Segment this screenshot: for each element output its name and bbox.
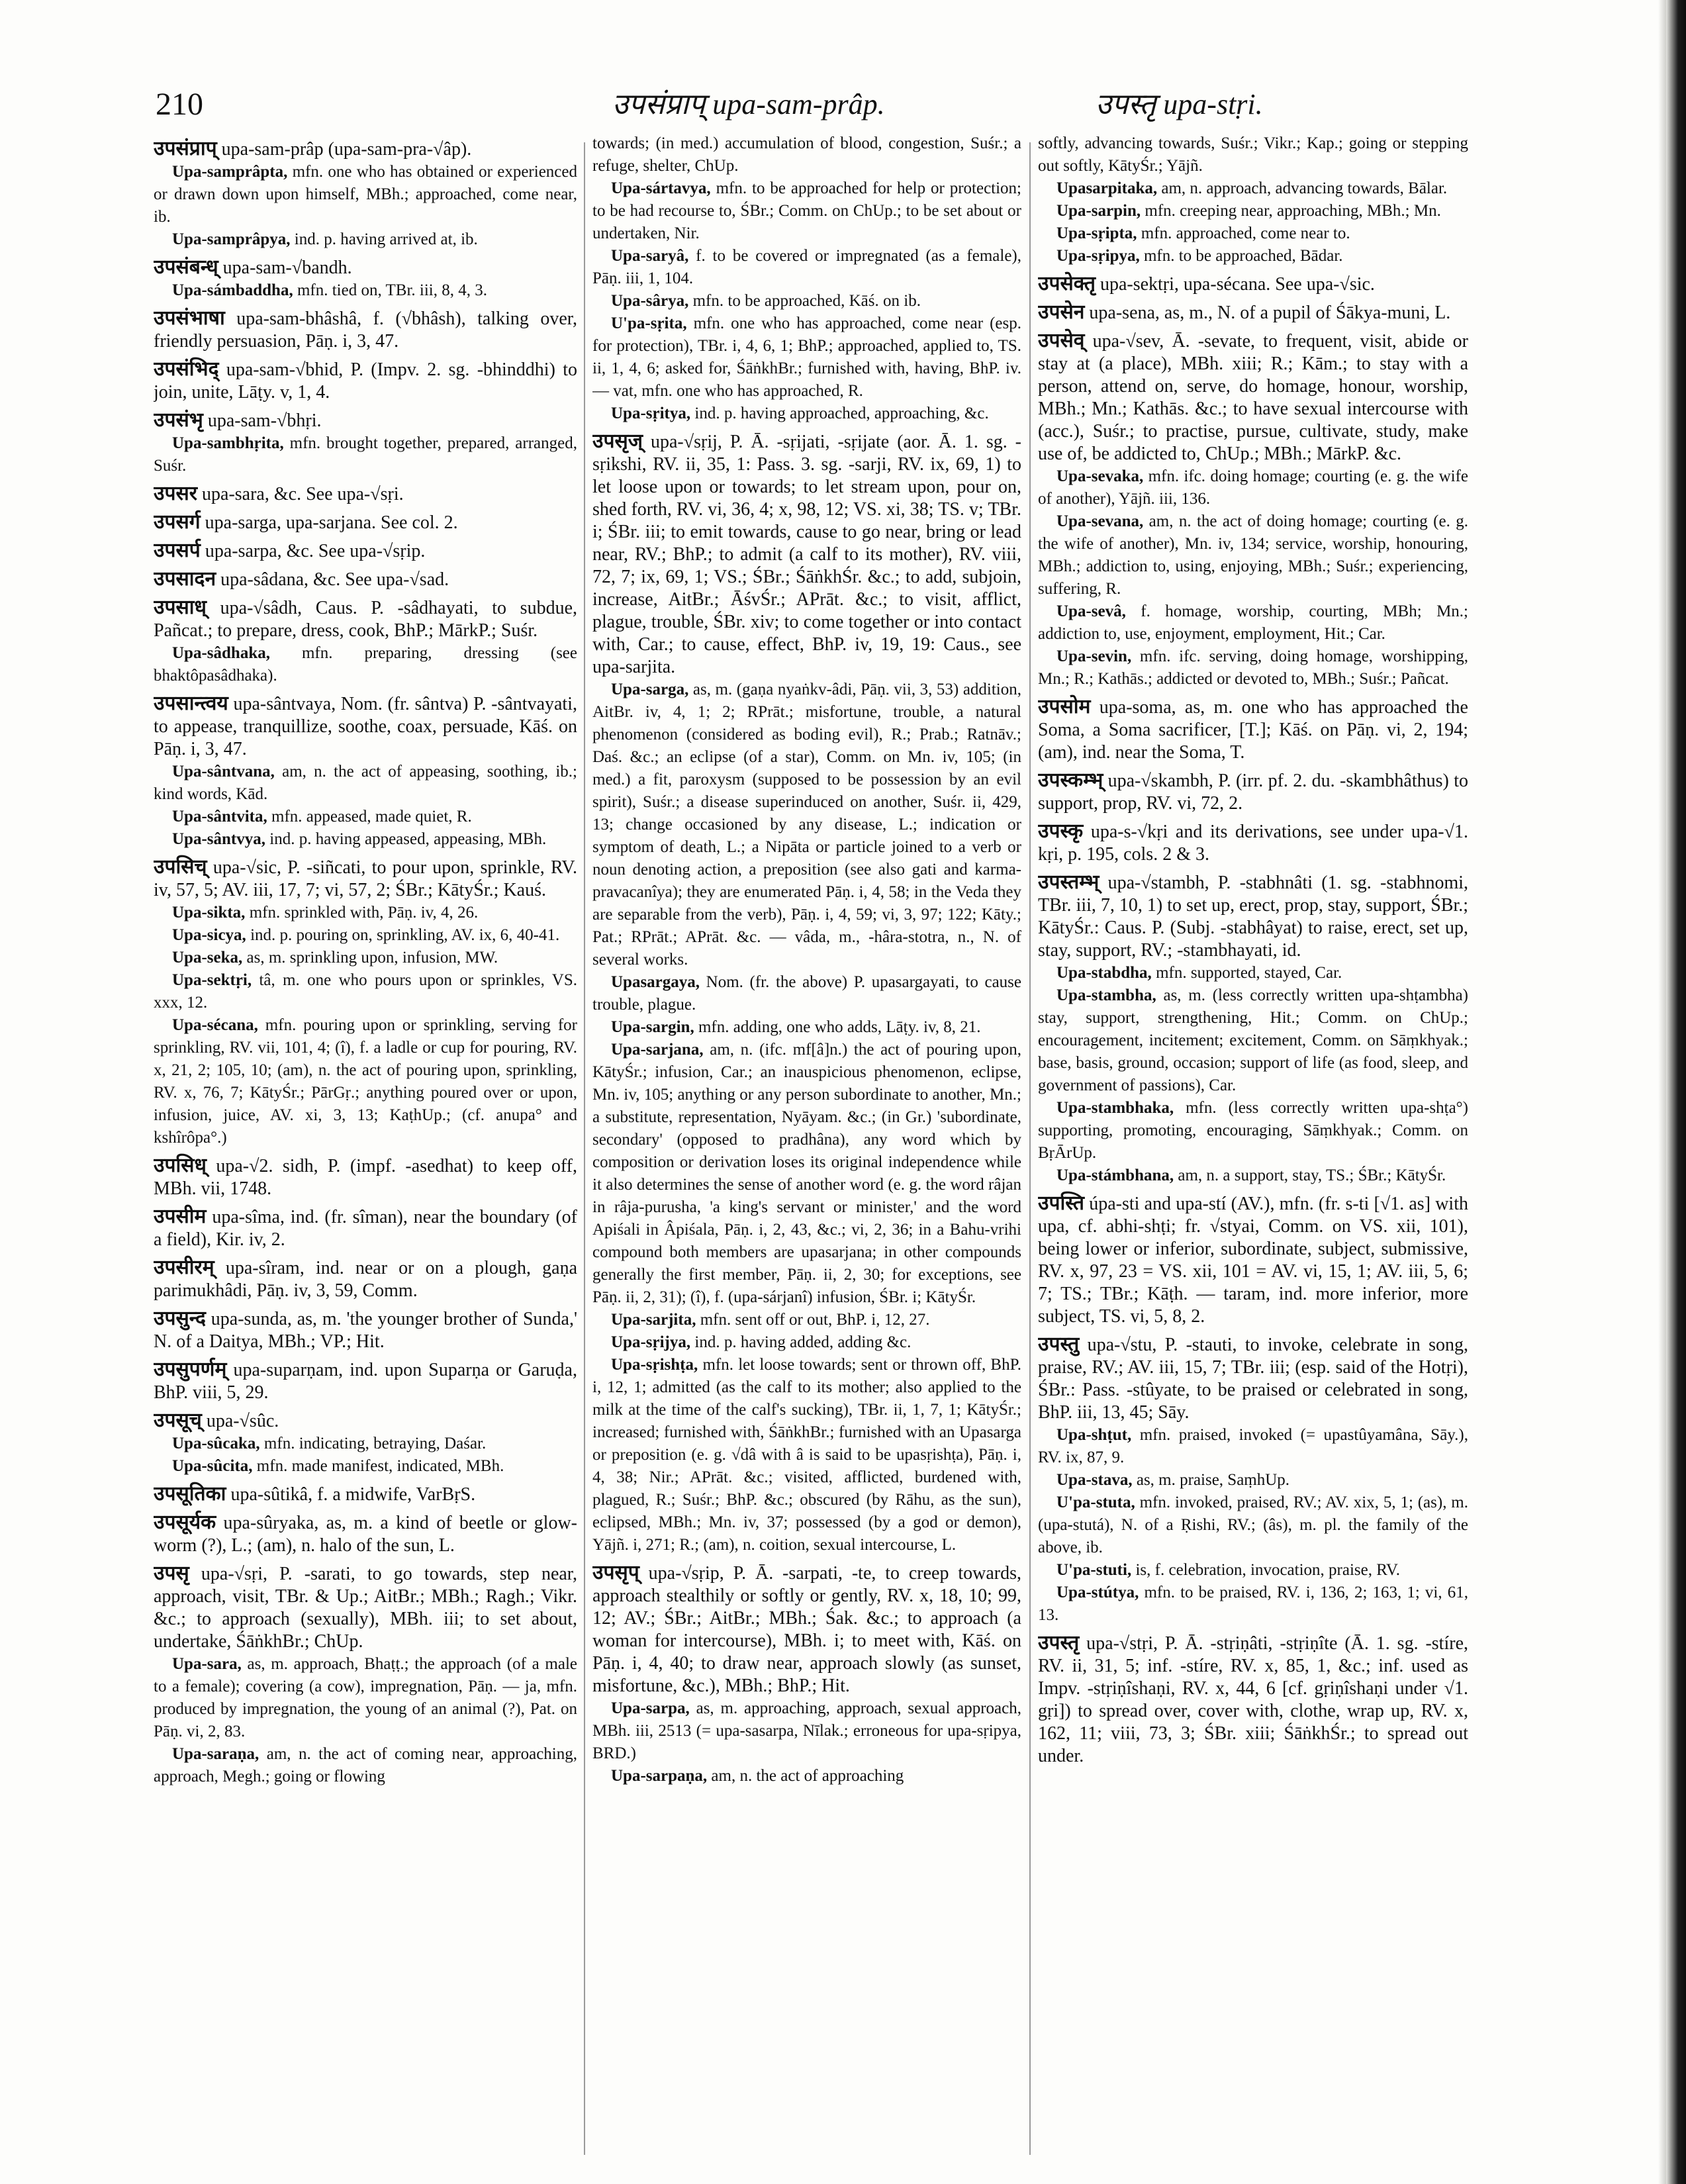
subentry-word: Upa-stambhaka, <box>1056 1099 1174 1117</box>
entry-text: mfn. ifc. serving, doing homage, worshipping, Mn.; R.; Kathās.; addicted or devoted to, MBh.; Suśr.; Pañcat. <box>1038 647 1468 688</box>
devanagari-headword: उपस्तु <box>1038 1333 1080 1355</box>
dictionary-subentry <box>1038 962 1468 984</box>
dictionary-headword-entry <box>1038 301 1468 324</box>
dictionary-subentry <box>592 290 1021 312</box>
subentry-word: Upa-sântvya, <box>172 830 265 848</box>
subentry-word: Upa-sicya, <box>172 926 246 944</box>
dictionary-subentry <box>592 971 1021 1016</box>
dictionary-subentry <box>154 228 577 251</box>
subentry-word: Upa-sarga, <box>611 681 689 698</box>
dictionary-subentry <box>592 132 1021 177</box>
subentry-word: Upa-sarpa, <box>611 1699 690 1717</box>
page-edge-shadow <box>1658 0 1666 2184</box>
subentry-word: Upa-saraṇa, <box>172 1745 259 1763</box>
dictionary-headword-entry <box>154 1257 577 1302</box>
entry-text: ind. p. having arrived at, ib. <box>290 230 478 248</box>
entry-text: am, n. a support, stay, TS.; ŚBr.; KātyŚr. <box>1174 1166 1446 1184</box>
subentry-word: Upa-sarjita, <box>611 1311 696 1329</box>
subentry-word: Upasargaya, <box>611 973 700 991</box>
entry-text: upa-√stu, P. -stauti, to invoke, celebrate in song, praise, RV.; AV. iii, 15, 7; TBr. iii; (esp. said of the Hotṛi), ŚBr.: Pass. -stûyate, to be praised or celebrated in song, BhP. iii, 13, 45; Sāy. <box>1038 1335 1468 1423</box>
dictionary-subentry <box>1038 1097 1468 1164</box>
column-rule-2 <box>1029 142 1031 2155</box>
dictionary-headword-entry <box>154 1155 577 1200</box>
entry-text: upa-sîram, ind. near or on a plough, gaṇa parimukhâdi, Pāṇ. iv, 3, 59, Comm. <box>154 1258 577 1301</box>
entry-text: tâ, m. one who pours upon or sprinkles, VS. xxx, 12. <box>154 971 577 1012</box>
dictionary-subentry <box>1038 1164 1468 1187</box>
right-running-head: उपस्तृ upa-stṛi. <box>1096 88 1263 120</box>
dictionary-headword-entry <box>154 483 577 506</box>
entry-text: ind. p. having added, adding &c. <box>690 1333 912 1351</box>
entry-text: upa-√stambh, P. -stabhnâti (1. sg. -stabhnomi, TBr. iii, 7, 10, 1) to set up, erect, prop, stay, support, ŚBr.; KātyŚr.: Caus. P. (Subj. -stabhâyat) to raise, erect, set up, stay, support, RV.; -stambhayati, id. <box>1038 873 1468 961</box>
entry-text: upa-sam-prâp (upa-sam-pra-√âp). <box>216 139 472 160</box>
entry-text: mfn. to be approached, Bādar. <box>1139 247 1343 265</box>
devanagari-headword: उपसर्प <box>154 540 201 561</box>
dictionary-headword-entry <box>154 1206 577 1251</box>
dictionary-subentry <box>1038 465 1468 510</box>
dictionary-subentry <box>592 1354 1021 1556</box>
entry-text: mfn. one who has approached, come near (esp. for protection), TBr. i, 4, 6, 1; BhP.; approached, applied to, TS. ii, 1, 4, 6; asked for, ŚāṅkhBr.; furnished with, having, BhP. iv. — vat, mfn. one who has approached, R. <box>592 314 1021 400</box>
entry-text: upa-sûtikâ, f. a midwife, VarBṛS. <box>226 1484 476 1505</box>
entry-text: upa-sarga, upa-sarjana. See col. 2. <box>200 512 458 533</box>
devanagari-headword: उपसंप्राप् <box>154 138 217 160</box>
devanagari-headword: उपस्तम्भ् <box>1038 871 1100 893</box>
dictionary-subentry <box>154 969 577 1014</box>
dictionary-subentry <box>592 679 1021 971</box>
dictionary-subentry <box>1038 1582 1468 1627</box>
dictionary-subentry <box>154 761 577 806</box>
page-number: 210 <box>156 87 203 122</box>
entry-text: mfn. brought together, prepared, arranged, Suśr. <box>154 434 577 475</box>
dictionary-subentry <box>154 947 577 969</box>
dictionary-headword-entry <box>1038 330 1468 465</box>
dictionary-headword-entry <box>154 856 577 902</box>
entry-text: am, n. approach, advancing towards, Bālar. <box>1157 179 1448 197</box>
entry-text: upa-sam-√bhid, P. (Impv. 2. sg. -bhinddhi) to join, unite, Lāṭy. v, 1, 4. <box>154 359 577 403</box>
subentry-word: Upa-sṛipta, <box>1056 224 1137 242</box>
dictionary-subentry <box>592 1039 1021 1309</box>
dictionary-headword-entry <box>592 430 1021 679</box>
entry-text: upa-√skambh, P. (irr. pf. 2. du. -skambhâthus) to support, prop, RV. vi, 72, 2. <box>1038 771 1468 814</box>
entry-text: softly, advancing towards, Suśr.; Vikr.; Kap.; going or stepping out softly, KātyŚr.; Yājñ. <box>1038 134 1468 175</box>
dictionary-headword-entry <box>154 1409 577 1433</box>
devanagari-headword: उपस्कृ <box>1038 820 1084 842</box>
subentry-word: Upa-sûcaka, <box>172 1435 260 1452</box>
dictionary-subentry <box>592 312 1021 403</box>
dictionary-headword-entry <box>154 540 577 563</box>
entry-text: towards; (in med.) accumulation of blood, congestion, Suśr.; a refuge, shelter, ChUp. <box>592 134 1021 175</box>
entry-text: upa-sam-√bhṛi. <box>203 410 322 431</box>
entry-text: mfn. indicating, betraying, Daśar. <box>259 1435 487 1452</box>
dictionary-headword-entry <box>154 1307 577 1353</box>
subentry-word: Upa-sámbaddha, <box>172 281 293 299</box>
dictionary-subentry <box>1038 245 1468 267</box>
subentry-word: Upa-stámbhana, <box>1056 1166 1174 1184</box>
entry-text: upa-√sṛij, P. Ā. -sṛijati, -sṛijate (aor. Ā. 1. sg. -sṛikshi, RV. ii, 35, 1: Pass. 3. sg. -sarji, RV. ix, 69, 1) to let loose upon or towards; to let stream upon, pour on, shed forth, RV. vi, 36, 4; x, 98, 12; VS. xi, 38; TS. v; TBr. i; ŚBr. iii; to emit towards, cause to go near, bring or lead near, RV.; BhP.; to admit (a calf to its mother), RV. viii, 72, 7; ix, 69, 1; VS.; ŚBr.; ŚāṅkhŚr. &c.; to add, subjoin, increase, AitBr.; ĀśvŚr.; APrāt. &c.; to visit, afflict, plague, trouble, ŚBr. xiv; to come together or into contact with, Car.; to cause, effect, BhP. iv, 19, 19: Caus., see upa-sarjita. <box>592 432 1021 677</box>
devanagari-headword: उपसंभिद् <box>154 358 219 380</box>
entry-text: mfn. to be approached for help or protection; to be had recourse to, ŚBr.; Comm. on ChUp.; to be set about or undertaken, Nir. <box>592 179 1021 242</box>
subentry-word: Upa-sara, <box>172 1655 242 1673</box>
entry-text: mfn. tied on, TBr. iii, 8, 4, 3. <box>293 281 487 299</box>
column-3 <box>1038 132 1468 2158</box>
entry-text: as, m. (less correctly written upa-shṭambha) stay, support, strengthening, Hit.; Comm. on ChUp.; encouragement, incitement; excitement, Comm. on Sāṃkhyak.; base, basis, ground, occasion; support of life (as food, sleep, and government of passions), Car. <box>1038 986 1468 1094</box>
devanagari-headword: उपसूच् <box>154 1409 202 1431</box>
subentry-word: Upa-sûcita, <box>172 1457 253 1475</box>
entry-text: mfn. (less correctly written upa-shṭa°) supporting, promoting, encouraging, Sāṃkhyak.; Comm. on BṛĀrUp. <box>1038 1099 1468 1162</box>
subentry-word: Upa-stútya, <box>1056 1584 1139 1601</box>
devanagari-headword: उपसेन <box>1038 301 1085 323</box>
entry-text: ind. p. having approached, approaching, &c. <box>690 404 989 422</box>
entry-text: mfn. to be approached, Kāś. on ib. <box>688 292 921 310</box>
entry-text: upa-sântvaya, Nom. (fr. sântva) P. -sântvayati, to appease, tranquillize, soothe, coax, persuade, Kāś. on Pāṇ. i, 3, 47. <box>154 694 577 759</box>
entry-text: f. homage, worship, courting, MBh; Mn.; addiction to, use, enjoyment, employment, Hit.; Car. <box>1038 602 1468 643</box>
dictionary-subentry <box>1038 200 1468 222</box>
dictionary-headword-entry <box>154 568 577 591</box>
entry-text: mfn. adding, one who adds, Lāṭy. iv, 8, 21. <box>694 1018 981 1036</box>
entry-text: mfn. ifc. doing homage; courting (e. g. the wife of another), Yājñ. iii, 136. <box>1038 467 1468 508</box>
dictionary-subentry <box>154 828 577 851</box>
dictionary-subentry <box>1038 1424 1468 1469</box>
entry-text: mfn. invoked, praised, RV.; AV. xix, 5, 1; (as), m. (upa-stutá), N. of a Ṛishi, RV.; (âs), m. pl. the family of the above, ib. <box>1038 1494 1468 1556</box>
dictionary-subentry <box>592 1765 1021 1787</box>
entry-text: Nom. (fr. the above) P. upasargayati, to cause trouble, plague. <box>592 973 1021 1014</box>
column-rule-1 <box>584 142 585 2155</box>
subentry-word: Upa-sṛishṭa, <box>611 1356 698 1374</box>
dictionary-subentry <box>592 1309 1021 1331</box>
entry-text: upa-s-√kṛi and its derivations, see under upa-√1. kṛi, p. 195, cols. 2 & 3. <box>1038 822 1468 865</box>
devanagari-headword: उपसेक्तृ <box>1038 273 1096 295</box>
column-1 <box>154 132 577 2158</box>
subentry-word: Upa-sártavya, <box>611 179 711 197</box>
entry-text: upa-sektṛi, upa-sécana. See upa-√sic. <box>1095 274 1375 295</box>
devanagari-headword: उपसर <box>154 483 198 504</box>
column-2 <box>592 132 1021 2158</box>
dictionary-subentry <box>154 806 577 828</box>
dictionary-subentry <box>154 161 577 228</box>
entry-text: upa-√sṛip, P. Ā. -sarpati, -te, to creep towards, approach stealthily or softly or gently, RV. x, 18, 10; 99, 12; AV.; ŚBr.; AitBr.; MBh.; Śak. &c.; to approach (a woman for intercourse), MBh. i; to meet with, Kāś. on Pāṇ. i, 4, 40; to draw near, approach slowly (as sunset, misfortune, &c.), MBh.; BhP.; Hit. <box>592 1563 1021 1696</box>
devanagari-headword: उपसान्त्वय <box>154 692 228 714</box>
dictionary-subentry <box>154 1653 577 1743</box>
devanagari-headword: उपसुन्द <box>154 1307 206 1329</box>
subentry-word: U'pa-sṛita, <box>611 314 687 332</box>
dictionary-headword-entry <box>154 596 577 642</box>
dictionary-headword-entry <box>154 511 577 534</box>
entry-text: f. to be covered or impregnated (as a female), Pāṇ. iii, 1, 104. <box>592 247 1021 287</box>
dictionary-subentry <box>154 279 577 302</box>
dictionary-headword-entry <box>154 256 577 279</box>
subentry-word: Upa-sambhṛita, <box>172 434 284 452</box>
entry-text: upa-sarpa, &c. See upa-√sṛip. <box>200 541 426 561</box>
dictionary-subentry <box>154 924 577 947</box>
dictionary-headword-entry <box>154 138 577 161</box>
entry-text: mfn. creeping near, approaching, MBh.; Mn. <box>1141 202 1441 220</box>
devanagari-headword: उपसिच् <box>154 856 207 878</box>
entry-text: upa-sâdana, &c. See upa-√sad. <box>216 569 449 590</box>
devanagari-headword: उपसृज् <box>592 430 643 452</box>
dictionary-headword-entry <box>154 1483 577 1506</box>
dictionary-subentry <box>154 1743 577 1788</box>
dictionary-headword-entry <box>592 1562 1021 1697</box>
subentry-word: Upa-sâdhaka, <box>172 644 270 662</box>
entry-text: am, n. the act of coming near, approaching, approach, Megh.; going or flowing <box>154 1745 577 1785</box>
dictionary-headword-entry <box>1038 820 1468 866</box>
dictionary-subentry <box>1038 222 1468 245</box>
dictionary-headword-entry <box>154 1562 577 1653</box>
dictionary-headword-entry <box>1038 273 1468 296</box>
entry-text: upa-√2. sidh, P. (impf. -asedhat) to keep off, MBh. vii, 1748. <box>154 1156 577 1199</box>
subentry-word: Upa-sarpaṇa, <box>611 1767 708 1785</box>
dictionary-headword-entry <box>154 1358 577 1404</box>
subentry-word: Upa-sécana, <box>172 1016 258 1034</box>
dictionary-subentry <box>592 177 1021 245</box>
dictionary-subentry <box>592 1331 1021 1354</box>
entry-text: mfn. made manifest, indicated, MBh. <box>252 1457 504 1475</box>
subentry-word: Upa-sarpin, <box>1056 202 1141 220</box>
entry-text: upa-√sic, P. -siñcati, to pour upon, sprinkle, RV. iv, 57, 5; AV. iii, 17, 7; vi, 57, 2; ŚBr.; KātyŚr.; Kauś. <box>154 857 577 900</box>
entry-text: mfn. supported, stayed, Car. <box>1151 964 1342 982</box>
entry-text: upa-suparṇam, ind. upon Suparṇa or Garuḍa, BhP. viii, 5, 29. <box>154 1360 577 1403</box>
dictionary-subentry <box>154 1433 577 1455</box>
subentry-word: Upa-sṛitya, <box>611 404 691 422</box>
dictionary-subentry <box>1038 1492 1468 1559</box>
devanagari-headword: उपसिध् <box>154 1155 207 1176</box>
devanagari-headword: उपसृप् <box>592 1562 639 1584</box>
subentry-word: U'pa-stuta, <box>1056 1494 1135 1511</box>
entry-text: upa-√sev, Ā. -sevate, to frequent, visit, abide or stay at (a place), MBh. xiii; R.; Kām.; to stay with a person, attend on, serve, do homage, honour, worship, MBh.; Mn.; Kathās. &c.; to have sexual intercourse with (acc.), Suśr.; to practise, pursue, cultivate, study, make use of, be addicted to, ChUp.; MBh.; MārkP. &c. <box>1038 331 1468 464</box>
entry-text: upa-sam-bhâshâ, f. (√bhâsh), talking over, friendly persuasion, Pāṇ. i, 3, 47. <box>154 309 577 352</box>
entry-text: ind. p. pouring on, sprinkling, AV. ix, 6, 40-41. <box>246 926 560 944</box>
dictionary-subentry <box>1038 645 1468 690</box>
dictionary-headword-entry <box>154 692 577 761</box>
dictionary-subentry <box>1038 600 1468 645</box>
subentry-word: Upa-sevaka, <box>1056 467 1144 485</box>
entry-text: upa-√sâdh, Caus. P. -sâdhayati, to subdue, Pañcat.; to prepare, dress, cook, BhP.; MārkP.; Suśr. <box>154 598 577 641</box>
subentry-word: Upa-sikta, <box>172 904 246 922</box>
dictionary-subentry <box>154 1014 577 1149</box>
entry-text: mfn. pouring upon or sprinkling, serving for sprinkling, RV. vii, 101, 4; (î), f. a ladle or cup for pouring, RV. x, 21, 2; 105, 10; (am), n. the act of pouring upon, sprinkling, RV. x, 76, 7; KātyŚr.; PārGṛ.; anything poured over or upon, infusion, juice, AV. xi, 3, 13; KaṭhUp.; (cf. anupa° and kshîrôpa°.) <box>154 1016 577 1147</box>
devanagari-headword: उपसूर्यक <box>154 1511 216 1533</box>
subentry-word: Upa-stabdha, <box>1056 964 1152 982</box>
subentry-word: Upasarpitaka, <box>1056 179 1158 197</box>
entry-text: upa-sena, as, m., N. of a pupil of Śākya-muni, L. <box>1084 303 1451 323</box>
entry-text: mfn. let loose towards; sent or thrown off, BhP. i, 12, 1; admitted (as the calf to its mother; also applied to the milk at the time of the calf's sucking), TBr. ii, 1, 7, 1; KātyŚr.; increased; furnished with, ŚāṅkhBr.; furnished with an Upasarga or preposition (e. g. √dâ with â is said to be upasṛishṭa), Pāṇ. i, 4, 38; Nir.; APrāt. &c.; visited, afflicted, burdened with, plagued, R.; Suśr.; BhP. &c.; obscured (by Rāhu, as the sun), eclipsed, MBh.; Mn. iv, 37; possessed (by a god or demon), Yājñ. i, 271; R.; (am), n. coition, sexual intercourse, L. <box>592 1356 1021 1554</box>
entry-text: as, m. sprinkling upon, infusion, MW. <box>242 949 498 967</box>
dictionary-subentry <box>1038 132 1468 177</box>
subentry-word: U'pa-stuti, <box>1056 1561 1132 1579</box>
devanagari-headword: उपसंभृ <box>154 409 203 431</box>
entry-text: mfn. preparing, dressing (see bhaktôpasâdhaka). <box>154 644 577 685</box>
entry-text: am, n. the act of appeasing, soothing, ib.; kind words, Kād. <box>154 763 577 803</box>
subentry-word: Upa-sântvita, <box>172 808 267 826</box>
devanagari-headword: उपसाध् <box>154 596 207 618</box>
subentry-word: Upa-samprâpta, <box>172 163 288 181</box>
subentry-word: Upa-seka, <box>172 949 243 967</box>
dictionary-headword-entry <box>1038 1192 1468 1328</box>
entry-text: mfn. one who has obtained or experienced or drawn down upon himself, MBh.; approached, come near, ib. <box>154 163 577 226</box>
devanagari-headword: उपसीम <box>154 1206 207 1227</box>
devanagari-headword: उपसंबन्ध् <box>154 256 218 278</box>
dictionary-subentry <box>1038 1469 1468 1492</box>
dictionary-subentry <box>154 642 577 687</box>
entry-text: am, n. the act of approaching <box>707 1767 904 1785</box>
subentry-word: Upa-sevin, <box>1056 647 1132 665</box>
subentry-word: Upa-sârya, <box>611 292 689 310</box>
devanagari-headword: उपस्ति <box>1038 1192 1085 1214</box>
entry-text: mfn. approached, come near to. <box>1137 224 1350 242</box>
subentry-word: Upa-stambha, <box>1056 986 1156 1004</box>
entry-text: as, m. praise, SaṃhUp. <box>1132 1471 1290 1489</box>
entry-text: as, m. (gaṇa nyaṅkv-âdi, Pāṇ. vii, 3, 53) addition, AitBr. iv, 4, 1; 2; RPrāt.; misfortune, trouble, a natural phenomenon (considered as boding evil), R.; Prab.; Ratnāv.; Daś. &c.; an eclipse (of a star), Comm. on Mn. iv, 105; (in med.) a fit, paroxysm (supposed to be possession by an evil spirit), Suśr.; a disease superinduced on another, Suśr. ii, 429, 13; change occasioned by any disease, L.; indication or symptom of death, L.; a Nipāta or particle joined to a verb or noun denoting action, a preposition (see also gati and karma-pravacanîya); they are enumerated Pāṇ. i, 4, 58; in the Veda they are separable from the verb), Pāṇ. i, 4, 59; vi, 3, 97; 122; Kāty.; Pat.; RPrāt.; APrāt. &c. — vâda, m., -hâra-stotra, n., N. of several works. <box>592 681 1021 969</box>
dictionary-headword-entry <box>154 307 577 353</box>
subentry-word: Upa-sevâ, <box>1056 602 1126 620</box>
entry-text: úpa-sti and upa-stí (AV.), mfn. (fr. s-ti [√1. as] with upa, cf. abhi-shṭi; fr. √styai, Comm. on VS. xii, 101), being lower or inferior, subordinate, subject, submissive, RV. x, 97, 23 = VS. xii, 101 = AV. vi, 15, 1; AV. iii, 5, 6; 7; TS.; TBr.; Kāṭh. — taram, ind. more inferior, more subject, TS. vi, 5, 8, 2. <box>1038 1194 1468 1327</box>
entry-text: mfn. sprinkled with, Pāṇ. iv, 4, 26. <box>245 904 479 922</box>
dictionary-subentry <box>592 245 1021 290</box>
dictionary-subentry <box>154 1455 577 1478</box>
entry-text: mfn. appeased, made quiet, R. <box>267 808 472 826</box>
devanagari-headword: उपसूतिका <box>154 1483 226 1505</box>
dictionary-headword-entry <box>154 409 577 432</box>
dictionary-subentry <box>154 432 577 477</box>
subentry-word: Upa-samprâpya, <box>172 230 291 248</box>
dictionary-subentry <box>1038 510 1468 600</box>
entry-text: upa-√sûc. <box>201 1411 279 1431</box>
dictionary-headword-entry <box>1038 769 1468 815</box>
dictionary-subentry <box>592 403 1021 425</box>
dictionary-headword-entry <box>1038 871 1468 962</box>
devanagari-headword: उपसर्ग <box>154 511 201 533</box>
entry-text: as, m. approach, Bhaṭṭ.; the approach (of a male to a female); covering (a cow), impregnation, Pāṇ. — ja, mfn. produced by impregnation, the young of an animal (?), Pat. on Pāṇ. vi, 2, 83. <box>154 1655 577 1740</box>
devanagari-headword: उपस्कम्भ् <box>1038 769 1103 791</box>
subentry-word: Upa-sṛijya, <box>611 1333 691 1351</box>
devanagari-headword: उपसेव् <box>1038 330 1085 352</box>
subentry-word: Upa-sargin, <box>611 1018 694 1036</box>
entry-text: upa-sara, &c. See upa-√sṛi. <box>197 484 404 504</box>
dictionary-subentry <box>1038 177 1468 200</box>
devanagari-headword: उपसंभाषा <box>154 307 225 329</box>
dictionary-subentry <box>1038 984 1468 1097</box>
page-header <box>156 85 1542 124</box>
entry-text: upa-soma, as, m. one who has approached the Soma, a Soma sacrificer, [T.]; Kāś. on Pāṇ. vi, 2, 194; (am), ind. near the Soma, T. <box>1038 697 1468 763</box>
subentry-word: Upa-sevana, <box>1056 512 1144 530</box>
devanagari-headword: उपसीरम् <box>154 1257 214 1278</box>
entry-text: mfn. praised, invoked (= upastûyamâna, Sāy.), RV. ix, 87, 9. <box>1038 1426 1468 1466</box>
devanagari-headword: उपस्तृ <box>1038 1632 1080 1654</box>
dictionary-subentry <box>592 1697 1021 1765</box>
entry-text: is, f. celebration, invocation, praise, RV. <box>1131 1561 1400 1579</box>
left-running-head: उपसंप्राप् upa-sam-prâp. <box>612 88 885 120</box>
entry-text: mfn. sent off or out, BhP. i, 12, 27. <box>696 1311 930 1329</box>
dictionary-subentry <box>592 1016 1021 1039</box>
page-edge-binding <box>1666 0 1686 2184</box>
subentry-word: Upa-sarjana, <box>611 1041 704 1059</box>
dictionary-subentry <box>1038 1559 1468 1582</box>
dictionary-subentry <box>154 902 577 924</box>
dictionary-headword-entry <box>154 358 577 404</box>
dictionary-headword-entry <box>1038 1632 1468 1768</box>
entry-text: upa-sîma, ind. (fr. sîman), near the boundary (of a field), Kir. iv, 2. <box>154 1207 577 1250</box>
devanagari-headword: उपसुपर्णम् <box>154 1358 227 1380</box>
entry-text: as, m. approaching, approach, sexual approach, MBh. iii, 2513 (= upa-sasarpa, Nīlak.; erroneous for upa-sṛipya, BRD.) <box>592 1699 1021 1762</box>
devanagari-headword: उपसृ <box>154 1562 189 1584</box>
entry-text: upa-sam-√bandh. <box>218 258 352 278</box>
dictionary-headword-entry <box>1038 1333 1468 1424</box>
entry-text: upa-sûryaka, as, m. a kind of beetle or glow-worm (?), L.; (am), n. halo of the sun, L. <box>154 1513 577 1556</box>
entry-text: upa-√stṛi, P. Ā. -stṛiṇâti, -stṛiṇîte (Ā. 1. sg. -stíre, RV. ii, 31, 5; inf. -stíre, RV. x, 85, 1, &c.; inf. used as Impv. -stṛiṇîshaṇi, RV. x, 44, 6 [cf. gṛiṇîshaṇi under √1. gṛi]) to spread over, cover with, clothe, wrap up, RV. x, 162, 11; viii, 73, 3; ŚBr. xiii; ŚāṅkhŚr.; to spread out under. <box>1038 1633 1468 1766</box>
entry-text: ind. p. having appeased, appeasing, MBh. <box>265 830 547 848</box>
entry-text: am, n. the act of doing homage; courting (e. g. the wife of another), Mn. iv, 134; service, worship, honouring, MBh.; addiction to, using, enjoying, MBh.; Suśr.; experiencing, suffering, R. <box>1038 512 1468 598</box>
entry-text: upa-sunda, as, m. 'the younger brother of Sunda,' N. of a Daitya, MBh.; VP.; Hit. <box>154 1309 577 1352</box>
dictionary-headword-entry <box>154 1511 577 1557</box>
entry-text: am, n. (ifc. mf[â]n.) the act of pouring upon, KātyŚr.; infusion, Car.; an inauspicious phenomenon, eclipse, Mn. iv, 105; anything or any person subordinate to another, Mn.; a substitute, representation, Nyāyam. &c.; (in Gr.) 'subordinate, secondary' (opposed to pradhâna), any word which by composition or derivation loses its original independence while it also determines the sense of another word (e. g. the word râjan in râja-purusha, 'a king's servant or minister,' and the word Apiśali in Âpiśala, Pāṇ. i, 2, 43, &c.; vi, 2, 36; in a Bahu-vrihi compound both members are upasarjana; in other compounds generally the first member, Pāṇ. ii, 2, 30; for exceptions, see Pāṇ. ii, 2, 31); (î), f. (upa-sárjanî) infusion, ŚBr. i; KātyŚr. <box>592 1041 1021 1306</box>
entry-text: mfn. to be praised, RV. i, 136, 2; 163, 1; vi, 61, 13. <box>1038 1584 1468 1624</box>
dictionary-headword-entry <box>1038 696 1468 764</box>
devanagari-headword: उपसादन <box>154 568 216 590</box>
devanagari-headword: उपसोम <box>1038 696 1091 718</box>
subentry-word: Upa-sântvana, <box>172 763 275 781</box>
subentry-word: Upa-saryâ, <box>611 247 689 265</box>
subentry-word: Upa-sektṛi, <box>172 971 252 989</box>
subentry-word: Upa-shṭut, <box>1056 1426 1132 1444</box>
entry-text: upa-√sṛi, P. -sarati, to go towards, step near, approach, visit, TBr. & Up.; AitBr.; MBh.; Ragh.; Vikr. &c.; to approach (sexually), MBh. iii; to set about, undertake, ŚāṅkhBr.; ChUp. <box>154 1564 577 1652</box>
subentry-word: Upa-stava, <box>1056 1471 1133 1489</box>
subentry-word: Upa-sṛipya, <box>1056 247 1140 265</box>
